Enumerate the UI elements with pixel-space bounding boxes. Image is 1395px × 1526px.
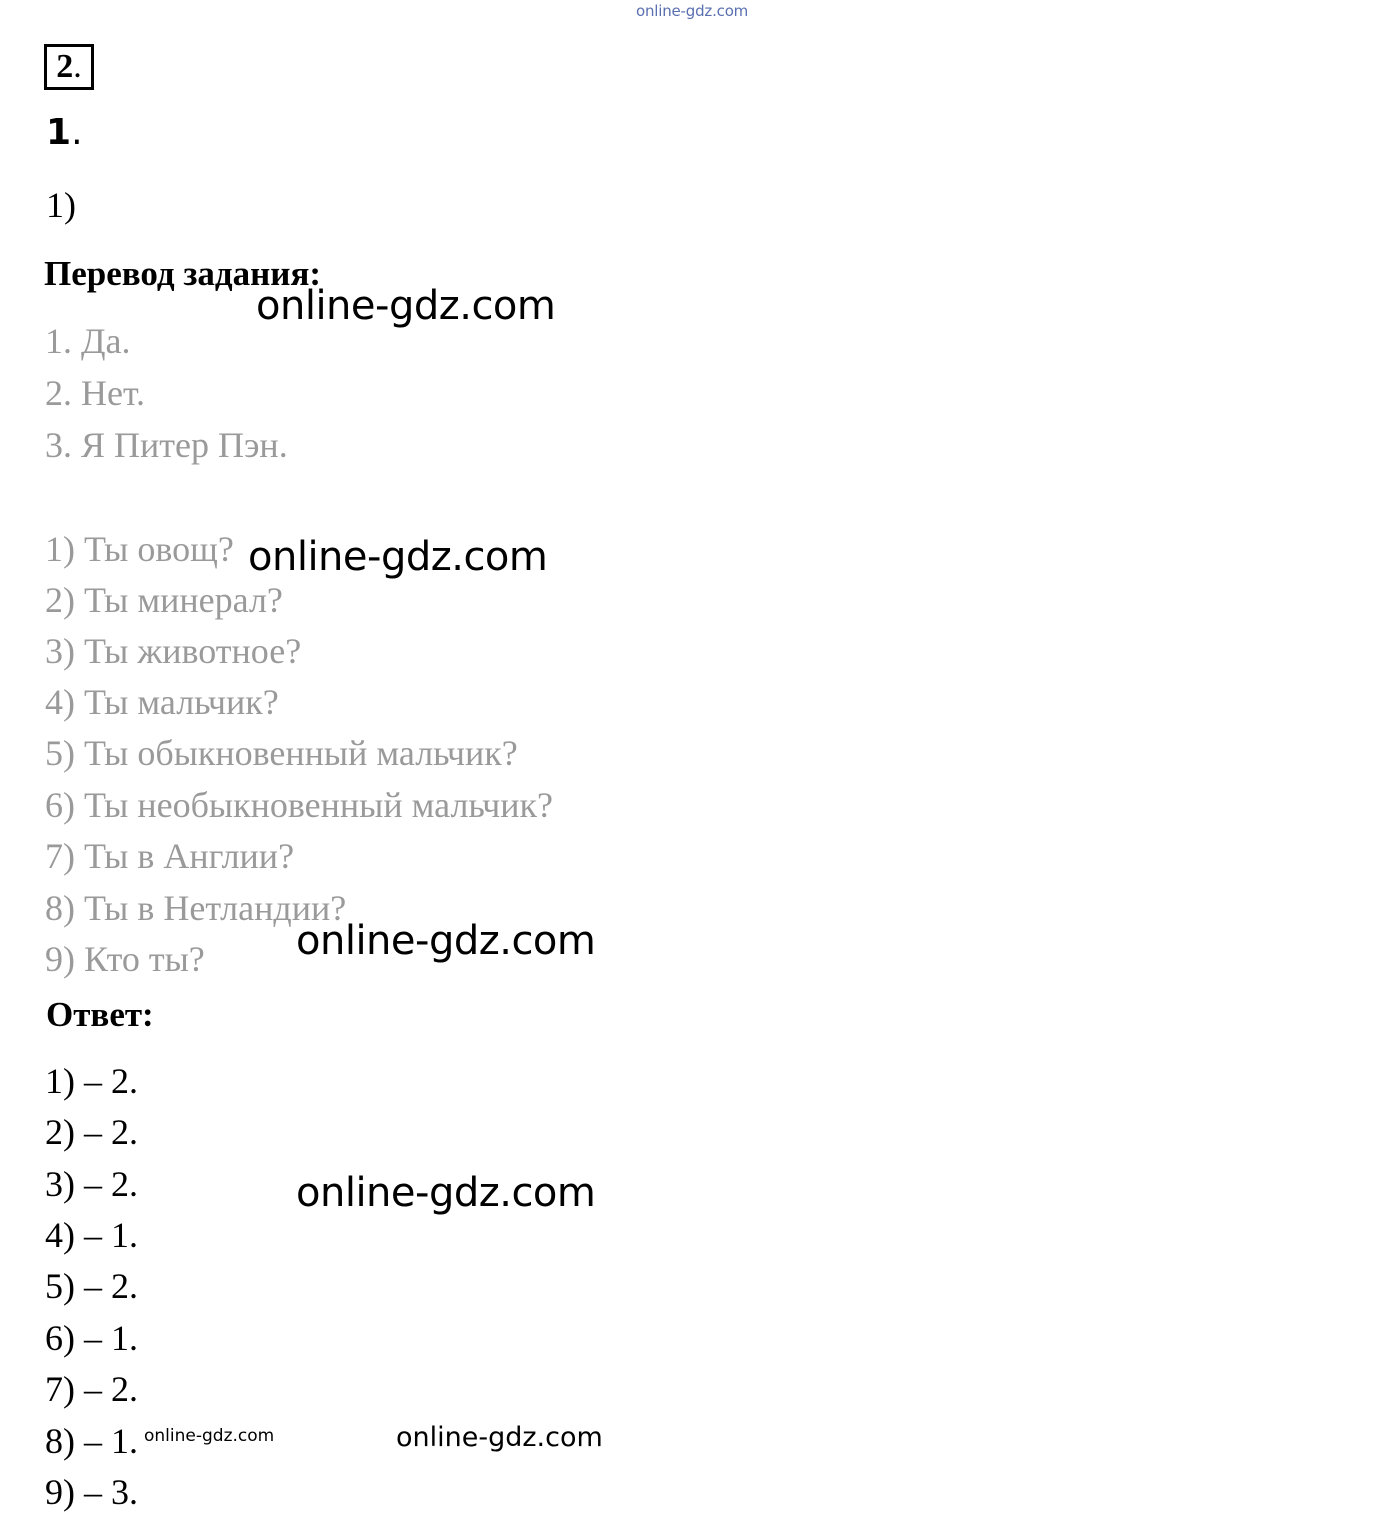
answer-line: 4) – 1.	[45, 1215, 138, 1255]
exercise-box-number	[44, 44, 94, 90]
task-number-dot: .	[71, 112, 83, 153]
answer-line: 2) – 2.	[45, 1112, 138, 1152]
watermark-overlay: online-gdz.com	[296, 918, 596, 964]
answer-key-line: 3. Я Питер Пэн.	[45, 425, 288, 465]
answer-line: 6) – 1.	[45, 1318, 138, 1358]
question-line: 5) Ты обыкновенный мальчик?	[45, 733, 518, 773]
watermark-overlay: online-gdz.com	[144, 1426, 275, 1446]
answer-line: 5) – 2.	[45, 1266, 138, 1306]
translation-heading: Перевод задания:	[44, 254, 322, 293]
question-line: 2) Ты минерал?	[45, 580, 283, 620]
task-number	[46, 112, 83, 153]
subtask-number: 1)	[46, 185, 76, 225]
answer-line: 3) – 2.	[45, 1164, 138, 1204]
box-number-dot: .	[73, 48, 82, 85]
question-line: 6) Ты необыкновенный мальчик?	[45, 785, 553, 825]
answer-line: 7) – 2.	[45, 1369, 138, 1409]
watermark-overlay: online-gdz.com	[296, 1170, 596, 1216]
box-number-digit: 2	[56, 48, 74, 85]
watermark-overlay: online-gdz.com	[396, 1422, 603, 1453]
answer-key-line: 2. Нет.	[45, 373, 146, 413]
watermark-overlay: online-gdz.com	[248, 534, 548, 580]
answer-key-line: 1. Да.	[45, 321, 131, 361]
question-line: 8) Ты в Нетландии?	[45, 888, 347, 928]
task-number-digit: 1	[46, 112, 72, 153]
watermark-overlay: online-gdz.com	[256, 283, 556, 329]
question-line: 4) Ты мальчик?	[45, 682, 279, 722]
top-watermark: online-gdz.com	[636, 2, 749, 20]
question-line: 7) Ты в Англии?	[45, 836, 295, 876]
question-line: 1) Ты овощ?	[45, 529, 234, 569]
answer-heading: Ответ:	[46, 995, 154, 1034]
question-line: 9) Кто ты?	[45, 939, 205, 979]
answer-line: 9) – 3.	[45, 1472, 138, 1512]
answer-line: 1) – 2.	[45, 1061, 138, 1101]
answer-line: 8) – 1.	[45, 1421, 138, 1461]
question-line: 3) Ты животное?	[45, 631, 302, 671]
